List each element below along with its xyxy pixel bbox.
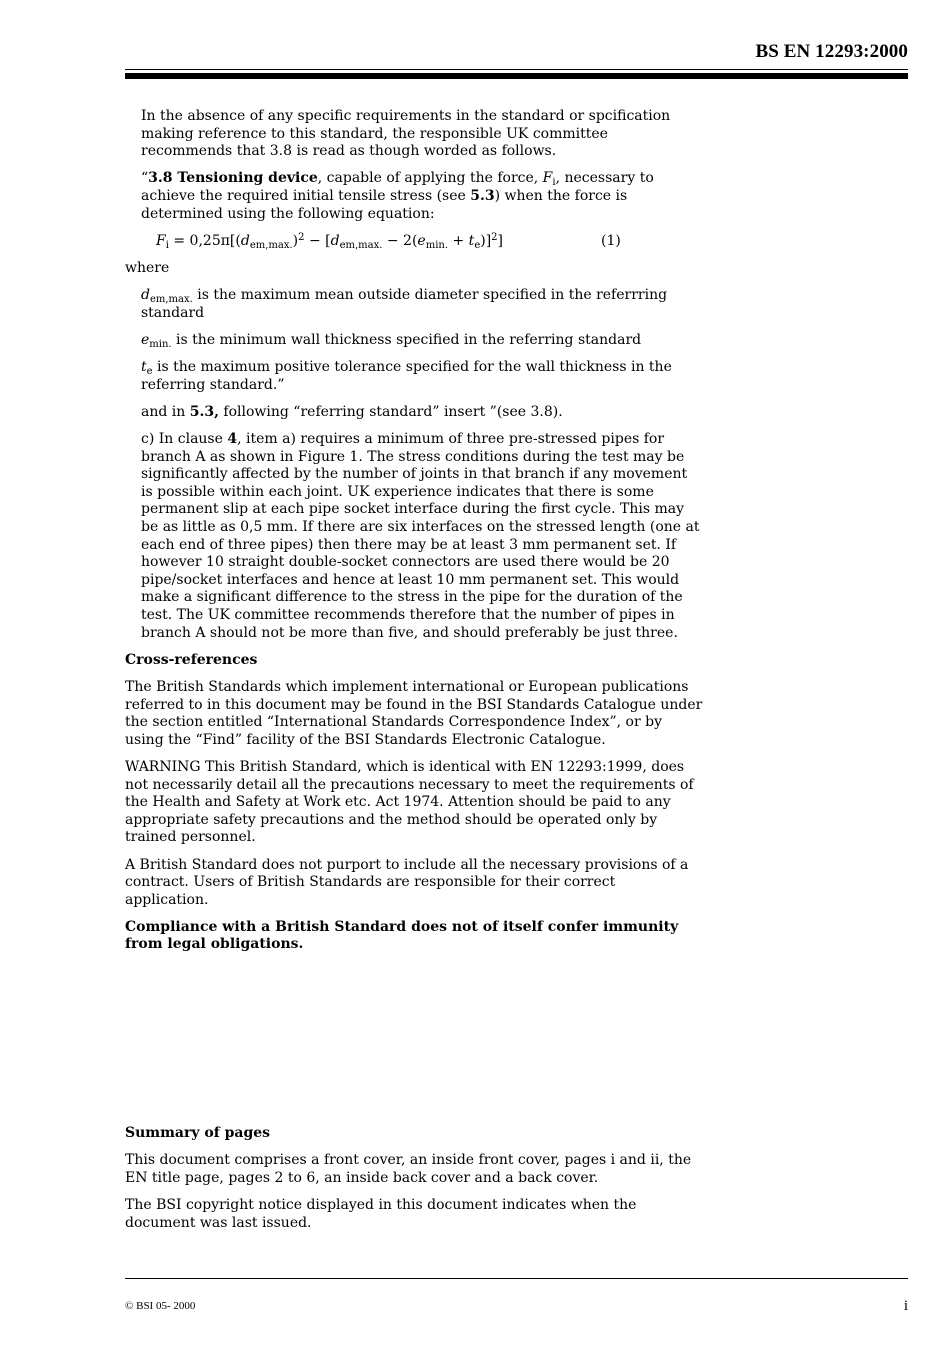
eq-t5: + (448, 232, 469, 249)
eq-d: d (240, 232, 250, 249)
eq-t7: ] (497, 232, 504, 249)
document-id: BS EN 12293:2000 (755, 41, 908, 62)
clause-ref: 5.3 (470, 187, 495, 204)
and-in-paragraph (125, 404, 703, 422)
eq-t: t (468, 232, 475, 249)
clause-title: 3.8 Tensioning device (148, 170, 318, 187)
footer-rule (125, 1278, 908, 1279)
open-quote: “ (141, 170, 149, 187)
cross-references-text: The British Standards which implement international or European publications referred to in this document may be found in the BSI Standards Catalogue under the section entitled “International Standards Correspondence Index”, or by using the “Find” facility of the BSI Standards Electronic Catalogue. (125, 678, 703, 748)
header-rule-thick (125, 73, 908, 79)
eq-t4: − 2( (382, 232, 418, 249)
def-e-sub: min. (149, 338, 172, 350)
eq-F-sub: i (165, 239, 169, 251)
eq-F: F (156, 232, 166, 249)
clause-3-8 (125, 170, 703, 223)
clause-text-b: , necessary to achieve the required initial tensile stress (see (141, 170, 654, 204)
definition-t (141, 359, 703, 394)
compliance-statement: Compliance with a British Standard does not of itself confer immunity from legal obligations. (125, 918, 679, 953)
clause-c-paragraph (125, 431, 703, 642)
equation-number: (1) (601, 232, 621, 249)
clause-c-pre: c) In clause (141, 431, 228, 448)
and-in-ref: 5.3, (189, 403, 219, 420)
clause-text-a: , capable of applying the force, (317, 170, 543, 187)
def-d-text: is the maximum mean outside diameter specified in the referrring standard (141, 287, 668, 321)
eq-sq2: 2 (491, 231, 498, 243)
def-d-sub: em,max. (149, 294, 193, 306)
def-t-sub: e (146, 366, 153, 378)
warning-paragraph: WARNING This British Standard, which is identical with EN 12293:1999, does not necessarily detail all the precautions necessary to meet the requirements of the Health and Safety at Work etc. Act 1974. Attention should be paid to any appropriate safety precautions and the method should be operated only by trained personnel. (125, 758, 694, 846)
summary-heading: Summary of pages (125, 1125, 271, 1141)
copyright-notice-text: The BSI copyright notice displayed in this document indicates when the document was last issued. (125, 1196, 637, 1231)
eq-t-sub: e (474, 239, 481, 251)
main-content (125, 108, 703, 964)
disclaimer-paragraph: A British Standard does not purport to include all the necessary provisions of a contract. Users of British Standards are responsible for their correct application. (125, 856, 689, 908)
definition-e (141, 332, 703, 350)
eq-d2: d (330, 232, 340, 249)
where-label: where (125, 259, 170, 276)
cross-references-heading: Cross-references (125, 651, 258, 668)
eq-t3: − [ (304, 232, 331, 249)
footer-copyright: © BSI 05- 2000 (125, 1300, 196, 1312)
force-symbol: F (542, 170, 553, 187)
page-number: i (903, 1298, 908, 1314)
header-rule-thin (125, 69, 908, 70)
summary-text: This document comprises a front cover, an inside front cover, pages i and ii, the EN title page, pages 2 to 6, an inside back cover and a back cover. (125, 1152, 692, 1186)
eq-d2-sub: em,max. (339, 239, 383, 251)
intro-paragraph: In the absence of any specific requirements in the standard or spcification making reference to this standard, the responsible UK committee recommends that 3.8 is read as though worded as follows. (141, 108, 671, 160)
eq-t6: )] (480, 232, 492, 249)
definition-d (141, 287, 703, 322)
eq-sq: 2 (298, 231, 305, 243)
def-e-symbol: e (141, 331, 150, 348)
and-in-post: following “referring standard” insert ”(see 3.8). (218, 403, 563, 420)
definitions (125, 287, 703, 394)
equation (125, 233, 703, 251)
eq-e-sub: min. (425, 239, 449, 251)
force-subscript: i (552, 177, 556, 189)
clause-c-ref: 4 (227, 431, 238, 448)
def-t-text: is the maximum positive tolerance specified for the wall thickness in the referring standard.” (141, 359, 672, 393)
def-d-symbol: d (141, 287, 150, 304)
def-e-text: is the minimum wall thickness specified in the referring standard (171, 331, 642, 348)
clause-c-post: , item a) requires a minimum of three pre-stressed pipes for branch A as shown in Figure 1. The stress conditions during the test may be significantly affected by the number of joints in that branch if any movement is possible within each joint. UK experience indicates that there is some permanent slip at each pipe socket interface during the first cycle. This may be as little as 0,5 mm. If there are six interfaces on the stressed length (one at each end of three pipes) then there may be at least 3 mm permanent set. If however 10 straight double-socket connectors are used there would be 20 pipe/socket interfaces and hence at least 10 mm permanent set. This would make a significant difference to the stress in the pipe for the duration of the test. The UK committee recommends therefore that the number of pipes in branch A should not be more than five, and should preferably be just three. (141, 431, 700, 641)
eq-e: e (417, 232, 426, 249)
eq-t1: = 0,25π[( (168, 232, 241, 249)
summary-section (125, 1125, 703, 1242)
and-in-pre: and in (141, 403, 190, 420)
clause-text-c: ) when the force is determined using the following equation: (141, 187, 628, 222)
def-t-symbol: t (141, 359, 147, 376)
eq-d-sub: em,max. (249, 239, 293, 251)
eq-t2: ) (292, 232, 299, 249)
